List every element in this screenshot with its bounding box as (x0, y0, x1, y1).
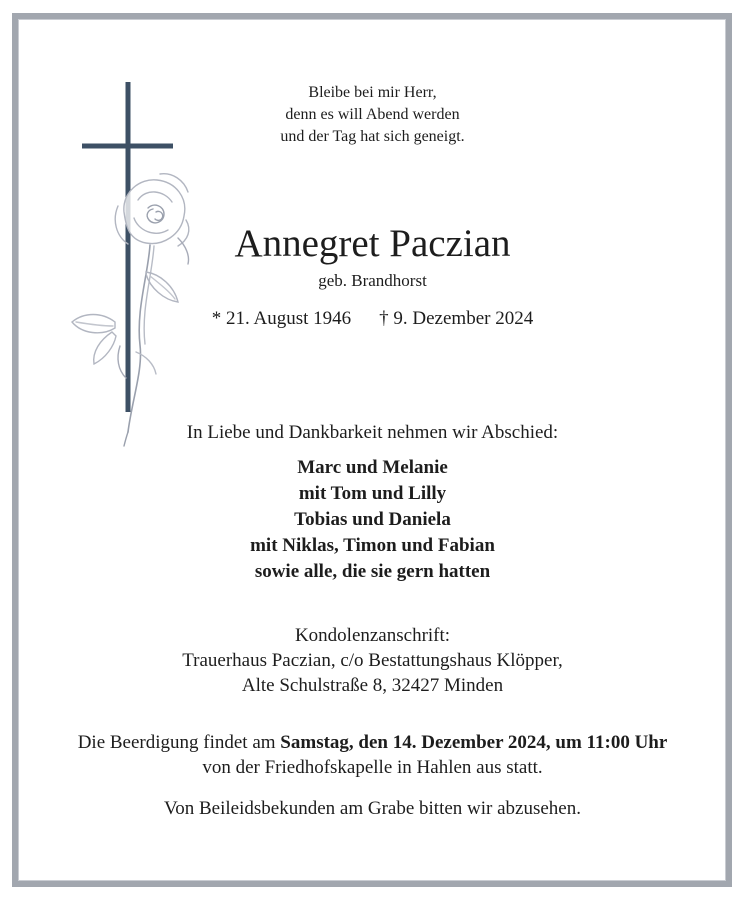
deceased-name: Annegret Paczian (234, 222, 511, 265)
funeral-datetime: Samstag, den 14. Dezember 2024, um 11:00 Uhr (280, 732, 668, 753)
mourner-line-3: Tobias und Daniela (294, 509, 451, 530)
mourner-line-1: Marc und Melanie (297, 457, 448, 478)
birth-date: * 21. August 1946 (211, 308, 352, 329)
verse-line-3: und der Tag hat sich geneigt. (280, 128, 465, 145)
verse-line-2: denn es will Abend werden (285, 106, 460, 123)
condolence-address (0, 623, 745, 698)
farewell-intro: In Liebe und Dankbarkeit nehmen wir Abschied: (186, 422, 559, 443)
condolence-line-2: Alte Schulstraße 8, 32427 Minden (241, 675, 504, 696)
condolence-heading: Kondolenzanschrift: (294, 625, 451, 646)
opening-verse (0, 82, 745, 148)
funeral-info (0, 730, 745, 780)
death-date: † 9. Dezember 2024 (379, 308, 534, 329)
verse-line-1: Bleibe bei mir Herr, (308, 84, 437, 101)
funeral-line-1 (0, 730, 745, 755)
funeral-prefix: Die Beerdigung findet am (77, 732, 281, 753)
condolence-line-1: Trauerhaus Paczian, c/o Bestattungshaus Klöpper, (182, 650, 563, 671)
mourner-line-4: mit Niklas, Timon und Fabian (250, 535, 495, 556)
mourner-line-5: sowie alle, die sie gern hatten (254, 561, 491, 582)
funeral-line-2: von der Friedhofskapelle in Hahlen aus statt. (202, 757, 543, 778)
mourners-list (0, 455, 745, 585)
condolence-note: Von Beileidsbekunden am Grabe bitten wir abzusehen. (163, 798, 581, 819)
mourner-line-2: mit Tom und Lilly (298, 483, 447, 504)
life-dates (0, 307, 745, 331)
maiden-name: geb. Brandhorst (318, 271, 427, 290)
